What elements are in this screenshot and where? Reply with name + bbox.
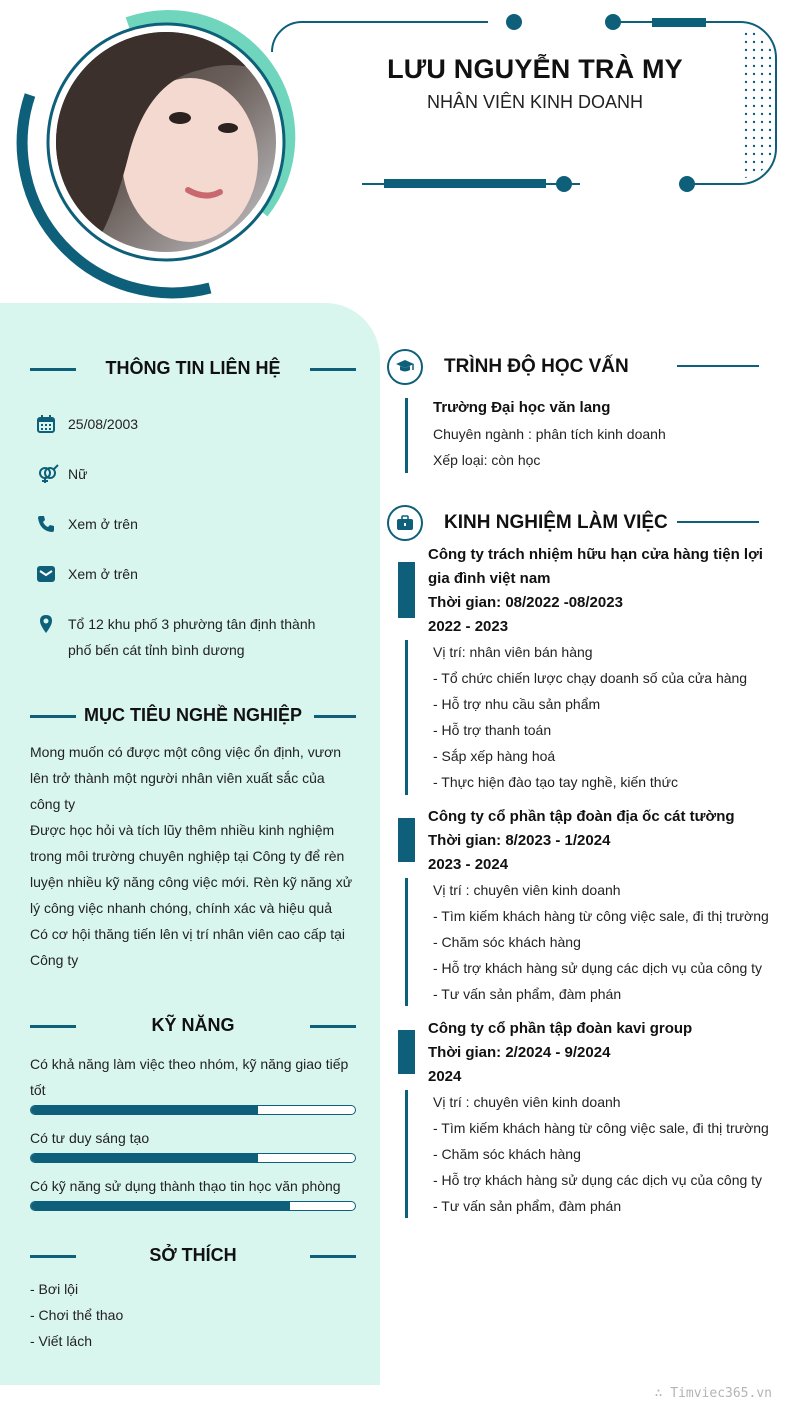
skill-bar bbox=[30, 1201, 356, 1211]
job-company: Công ty cổ phần tập đoàn địa ốc cát tường bbox=[428, 808, 735, 825]
education-rank: Xếp loại: còn học bbox=[433, 452, 541, 468]
divider bbox=[677, 521, 759, 523]
divider bbox=[30, 368, 76, 371]
objective-heading: MỤC TIÊU NGHỀ NGHIỆP bbox=[83, 705, 302, 725]
divider bbox=[30, 715, 76, 718]
contact-heading: THÔNG TIN LIÊN HỆ bbox=[105, 358, 281, 378]
skill-bar-fill bbox=[31, 1154, 258, 1162]
divider bbox=[30, 1255, 76, 1258]
job-company: Công ty trách nhiệm hữu hạn cửa hàng tiện lợi bbox=[428, 546, 763, 563]
job-detail: - Tư vấn sản phẩm, đàm phán bbox=[433, 986, 622, 1002]
job-years: 2022 - 2023 bbox=[428, 618, 509, 635]
job-detail: - Tìm kiếm khách hàng từ công việc sale, đi thị trường bbox=[433, 908, 769, 924]
contact-gender bbox=[36, 461, 336, 487]
contact-email bbox=[36, 561, 336, 587]
job-marker bbox=[398, 818, 415, 862]
watermark: ∴ Timviec365.vn bbox=[654, 1386, 772, 1401]
divider bbox=[30, 1025, 76, 1028]
timeline-line bbox=[405, 878, 408, 1006]
gender-icon bbox=[36, 461, 60, 487]
candidate-name: LƯU NGUYỄN TRÀ MY bbox=[387, 54, 683, 84]
job-detail: - Tìm kiếm khách hàng từ công việc sale, đi thị trường bbox=[433, 1120, 769, 1136]
hobbies-heading: SỞ THÍCH bbox=[149, 1245, 237, 1265]
graduation-cap-icon bbox=[387, 349, 423, 385]
hobby-item: - Chơi thể thao bbox=[30, 1307, 124, 1323]
job-detail: - Hỗ trợ khách hàng sử dụng các dịch vụ của công ty bbox=[433, 1172, 763, 1188]
skill-label: Có tư duy sáng tạo bbox=[30, 1130, 150, 1146]
skills-heading: KỸ NĂNG bbox=[151, 1015, 235, 1035]
calendar-icon bbox=[36, 411, 60, 437]
candidate-title: NHÂN VIÊN KINH DOANH bbox=[426, 92, 644, 112]
briefcase-icon bbox=[387, 505, 423, 541]
objective-paragraph: Mong muốn có được một công việc ổn định, vươn lên trở thành một người nhân viên xuất sắc của công ty bbox=[30, 744, 342, 812]
job-detail: - Hỗ trợ nhu cầu sản phẩm bbox=[433, 696, 601, 712]
divider bbox=[310, 368, 356, 371]
job-company: gia đình việt nam bbox=[428, 570, 551, 587]
education-major: Chuyên ngành : phân tích kinh doanh bbox=[433, 426, 666, 442]
skill-bar-fill bbox=[31, 1202, 290, 1210]
experience-heading: KINH NGHIỆM LÀM VIỆC bbox=[444, 512, 668, 533]
job-detail: - Chăm sóc khách hàng bbox=[433, 1146, 581, 1162]
skill-label: Có kỹ năng sử dụng thành thạo tin học văn phòng bbox=[30, 1178, 341, 1194]
job-time: Thời gian: 2/2024 - 9/2024 bbox=[428, 1044, 611, 1061]
job-detail: - Chăm sóc khách hàng bbox=[433, 934, 581, 950]
contact-value: 25/08/2003 bbox=[68, 416, 139, 432]
job-company: Công ty cổ phần tập đoàn kavi group bbox=[428, 1020, 693, 1037]
job-detail: Vị trí : chuyên viên kinh doanh bbox=[433, 1094, 621, 1110]
job-detail: - Tư vấn sản phẩm, đàm phán bbox=[433, 1198, 622, 1214]
divider bbox=[310, 1025, 356, 1028]
contact-value: Nữ bbox=[68, 466, 88, 482]
education-heading: TRÌNH ĐỘ HỌC VẤN bbox=[444, 356, 629, 377]
contact-address bbox=[36, 611, 336, 663]
skill-label: Có khả năng làm việc theo nhóm, kỹ năng giao tiếp tốt bbox=[30, 1056, 349, 1098]
divider bbox=[314, 715, 356, 718]
timeline-line bbox=[405, 398, 408, 473]
contact-value: Xem ở trên bbox=[68, 566, 138, 582]
objective-paragraph: Được học hỏi và tích lũy thêm nhiều kinh nghiệm trong môi trường chuyên nghiệp tại Công ty để rèn luyện nhiều kỹ năng công việc mới. Rèn kỹ năng xử lý công việc nhanh chóng, chính xác và hiệu quả bbox=[30, 822, 353, 916]
job-time: Thời gian: 8/2023 - 1/2024 bbox=[428, 832, 611, 849]
hobby-item: - Bơi lội bbox=[30, 1281, 79, 1297]
job-time: Thời gian: 08/2022 -08/2023 bbox=[428, 594, 623, 611]
avatar-frame bbox=[0, 0, 800, 300]
hobby-item: - Viết lách bbox=[30, 1333, 92, 1349]
job-marker bbox=[398, 1030, 415, 1074]
location-pin-icon bbox=[36, 611, 60, 637]
job-detail: - Tổ chức chiến lược chạy doanh số của cửa hàng bbox=[433, 670, 748, 686]
timeline-line bbox=[405, 1090, 408, 1218]
email-icon bbox=[36, 561, 60, 587]
skill-bar bbox=[30, 1153, 356, 1163]
timeline-line bbox=[405, 640, 408, 795]
contact-value: Tổ 12 khu phố 3 phường tân định thành phố bến cát tỉnh bình dương bbox=[68, 616, 316, 658]
job-detail: Vị trí : chuyên viên kinh doanh bbox=[433, 882, 621, 898]
job-detail: - Hỗ trợ thanh toán bbox=[433, 722, 552, 738]
divider bbox=[677, 365, 759, 367]
job-detail: Vị trí: nhân viên bán hàng bbox=[433, 644, 593, 660]
phone-icon bbox=[36, 511, 60, 537]
objective-paragraph: Có cơ hội thăng tiến lên vị trí nhân viên cao cấp tại Công ty bbox=[30, 926, 346, 968]
job-detail: - Sắp xếp hàng hoá bbox=[433, 748, 556, 764]
job-years: 2023 - 2024 bbox=[428, 856, 509, 873]
skill-bar bbox=[30, 1105, 356, 1115]
education-school: Trường Đại học văn lang bbox=[433, 399, 611, 416]
contact-phone bbox=[36, 511, 336, 537]
job-detail: - Hỗ trợ khách hàng sử dụng các dịch vụ của công ty bbox=[433, 960, 763, 976]
contact-birthdate bbox=[36, 411, 336, 437]
job-detail: - Thực hiện đào tạo tay nghề, kiến thức bbox=[433, 774, 678, 790]
divider bbox=[310, 1255, 356, 1258]
job-marker bbox=[398, 562, 415, 618]
skill-bar-fill bbox=[31, 1106, 258, 1114]
contact-value: Xem ở trên bbox=[68, 516, 138, 532]
job-years: 2024 bbox=[428, 1068, 462, 1085]
